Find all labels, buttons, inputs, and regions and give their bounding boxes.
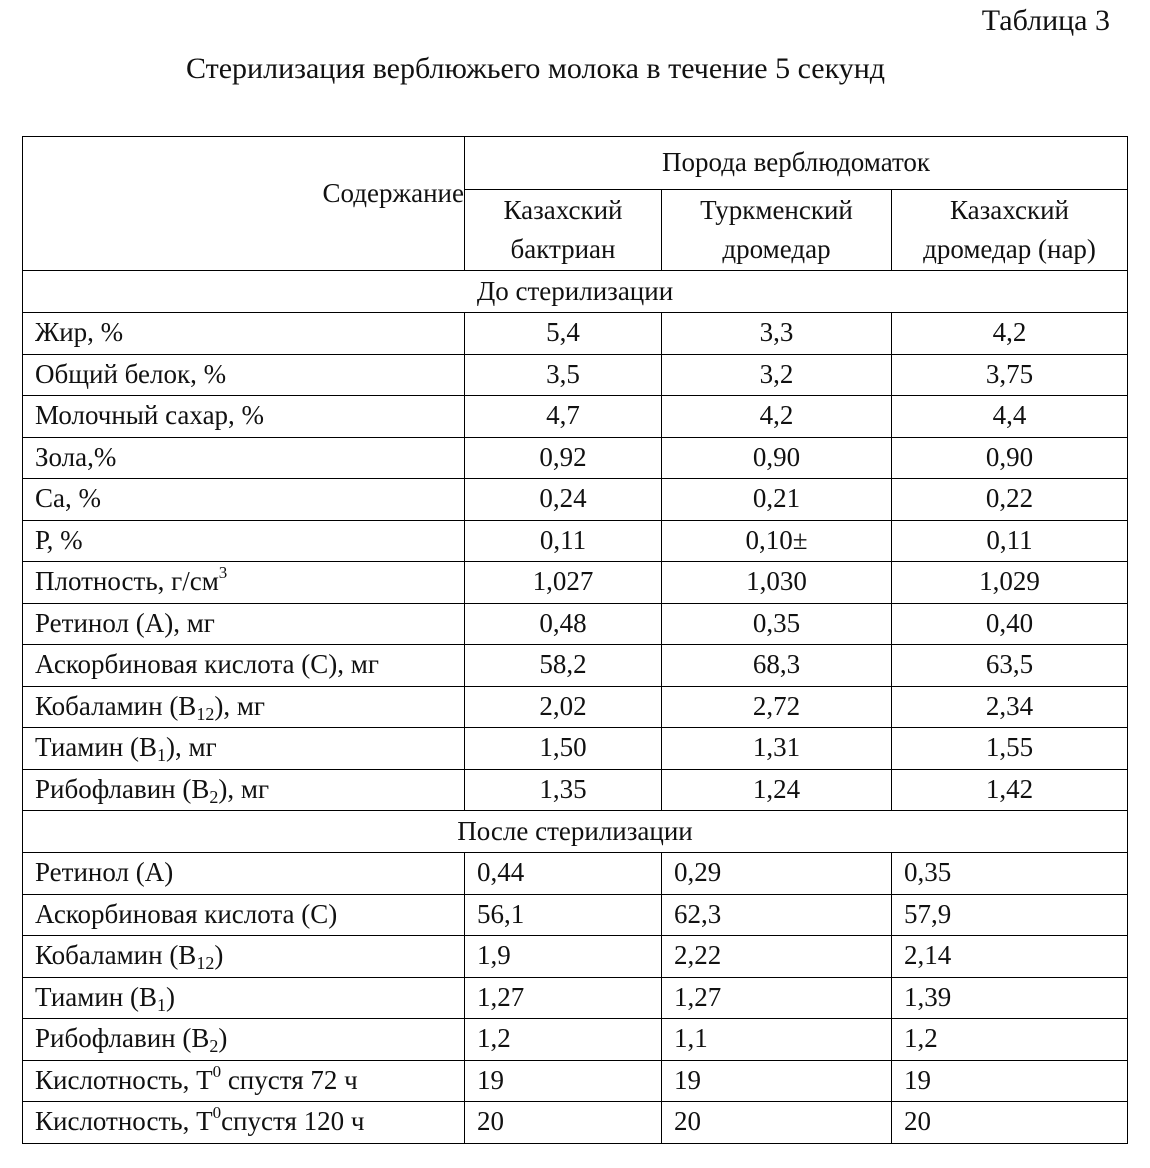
value-cell: 2,34 — [892, 686, 1128, 728]
value-cell: 0,21 — [662, 479, 892, 521]
value-cell: 1,1 — [662, 1019, 892, 1061]
value-cell: 0,35 — [662, 603, 892, 645]
content-header: Содержание — [23, 137, 465, 271]
value-cell: 1,2 — [892, 1019, 1128, 1061]
value-cell: 57,9 — [892, 894, 1128, 936]
table-row — [23, 1102, 1128, 1144]
table-caption: Стерилизация верблюжьего молока в течение 5 секунд — [186, 52, 886, 85]
table-row — [23, 1060, 1128, 1102]
value-cell: 0,40 — [892, 603, 1128, 645]
row-label: Р, % — [23, 520, 465, 562]
value-cell: 4,2 — [662, 396, 892, 438]
table-row — [23, 520, 1128, 562]
value-cell: 0,92 — [465, 437, 662, 479]
value-cell: 20 — [892, 1102, 1128, 1144]
value-cell: 0,90 — [662, 437, 892, 479]
table-row — [23, 728, 1128, 770]
row-label: Кислотность, $Т^0$ спустя 72 ч — [23, 1060, 465, 1102]
value-cell: 2,02 — [465, 686, 662, 728]
data-table — [22, 136, 1128, 1144]
section-after-sterilization: После стерилизации — [23, 811, 1128, 853]
value-cell: 20 — [662, 1102, 892, 1144]
table-row — [23, 396, 1128, 438]
table-row — [23, 313, 1128, 355]
table-row — [23, 853, 1128, 895]
value-cell: 0,48 — [465, 603, 662, 645]
breed-header-kazakh-dromedary: Казахский дромедар (нар) — [892, 190, 1128, 271]
table-row — [23, 769, 1128, 811]
value-cell: 20 — [465, 1102, 662, 1144]
value-cell: 1,27 — [465, 977, 662, 1019]
row-label: Кобаламин $(В_{12})$, мг — [23, 686, 465, 728]
value-cell: 0,10± — [662, 520, 892, 562]
table-row — [23, 977, 1128, 1019]
row-label: Кислотность, $Т^0спустя$ 120 ч — [23, 1102, 465, 1144]
value-cell: 56,1 — [465, 894, 662, 936]
value-cell: 1,027 — [465, 562, 662, 604]
table-row — [23, 354, 1128, 396]
value-cell: 3,5 — [465, 354, 662, 396]
value-cell: 0,24 — [465, 479, 662, 521]
table-row — [23, 479, 1128, 521]
value-cell: 19 — [662, 1060, 892, 1102]
value-cell: 1,9 — [465, 936, 662, 978]
value-cell: 1,55 — [892, 728, 1128, 770]
row-label: Ретинол (А) — [23, 853, 465, 895]
value-cell: 58,2 — [465, 645, 662, 687]
row-label: Общий белок, % — [23, 354, 465, 396]
value-cell: 0,44 — [465, 853, 662, 895]
breed-header-kazakh-bactrian: Казахский бактриан — [465, 190, 662, 271]
table-row — [23, 603, 1128, 645]
value-cell: 68,3 — [662, 645, 892, 687]
value-cell: 2,22 — [662, 936, 892, 978]
value-cell: 3,2 — [662, 354, 892, 396]
row-label: Аскорбиновая кислота (С) — [23, 894, 465, 936]
value-cell: 1,029 — [892, 562, 1128, 604]
row-label: Аскорбиновая кислота (С), мг — [23, 645, 465, 687]
row-label: Молочный сахар, % — [23, 396, 465, 438]
table-row — [23, 645, 1128, 687]
value-cell: 0,22 — [892, 479, 1128, 521]
value-cell: 4,2 — [892, 313, 1128, 355]
row-label: Рибофлавин $(В_2)$, мг — [23, 769, 465, 811]
row-label: Зола,% — [23, 437, 465, 479]
row-label: Ретинол (А), мг — [23, 603, 465, 645]
value-cell: 3,75 — [892, 354, 1128, 396]
value-cell: 0,35 — [892, 853, 1128, 895]
value-cell: 1,2 — [465, 1019, 662, 1061]
value-cell: 0,29 — [662, 853, 892, 895]
value-cell: 2,72 — [662, 686, 892, 728]
table-row — [23, 562, 1128, 604]
row-label: Са, % — [23, 479, 465, 521]
row-label: Тиамин $(В_1)$, мг — [23, 728, 465, 770]
value-cell: 1,50 — [465, 728, 662, 770]
value-cell: 1,35 — [465, 769, 662, 811]
row-label: Тиамин $(В_1)$ — [23, 977, 465, 1019]
value-cell: 5,4 — [465, 313, 662, 355]
value-cell: 19 — [465, 1060, 662, 1102]
breed-header-turkmen-dromedary: Туркменский дромедар — [662, 190, 892, 271]
row-label: Рибофлавин $(В_2)$ — [23, 1019, 465, 1061]
value-cell: 1,27 — [662, 977, 892, 1019]
breed-group-header: Порода верблюдоматок — [465, 137, 1128, 190]
value-cell: 62,3 — [662, 894, 892, 936]
value-cell: 1,31 — [662, 728, 892, 770]
value-cell: 3,3 — [662, 313, 892, 355]
row-label: Кобаламин $(В_{12})$ — [23, 936, 465, 978]
table-row — [23, 686, 1128, 728]
value-cell: 0,11 — [465, 520, 662, 562]
table-number: Таблица 3 — [981, 4, 1110, 37]
value-cell: 4,7 — [465, 396, 662, 438]
value-cell: 1,42 — [892, 769, 1128, 811]
value-cell: 19 — [892, 1060, 1128, 1102]
table-row — [23, 1019, 1128, 1061]
row-label: Жир, % — [23, 313, 465, 355]
table-row — [23, 894, 1128, 936]
row-label: Плотность, $г/см^3$ — [23, 562, 465, 604]
value-cell: 4,4 — [892, 396, 1128, 438]
table-row — [23, 437, 1128, 479]
value-cell: 0,11 — [892, 520, 1128, 562]
value-cell: 2,14 — [892, 936, 1128, 978]
value-cell: 1,39 — [892, 977, 1128, 1019]
value-cell: 1,030 — [662, 562, 892, 604]
value-cell: 63,5 — [892, 645, 1128, 687]
table-row — [23, 936, 1128, 978]
value-cell: 1,24 — [662, 769, 892, 811]
section-before-sterilization: До стерилизации — [23, 271, 1128, 313]
value-cell: 0,90 — [892, 437, 1128, 479]
